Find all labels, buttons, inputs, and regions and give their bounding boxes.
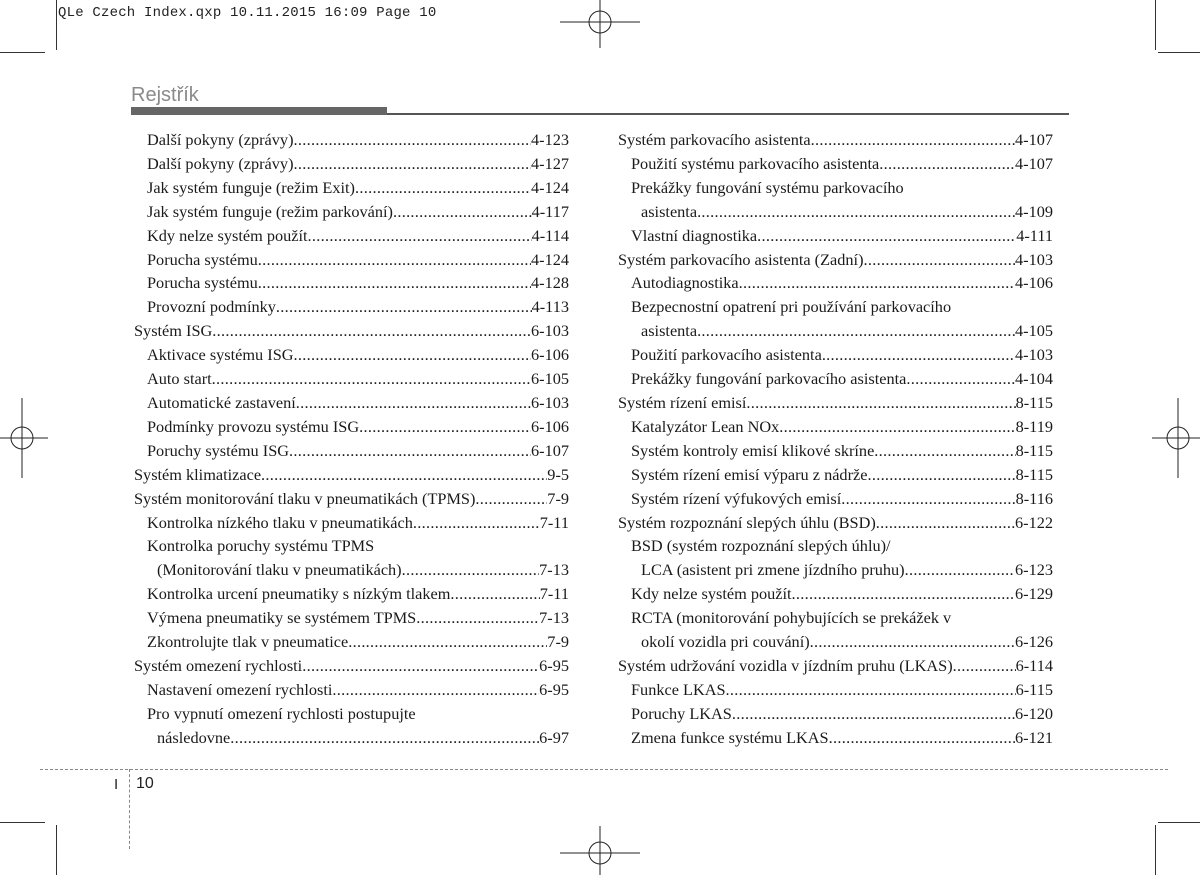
dot-leader <box>822 343 1015 367</box>
index-entry <box>618 367 1053 391</box>
registration-mark-right <box>1152 398 1200 478</box>
index-entry-label: Systém parkovacího asistenta (Zadní) <box>618 249 864 269</box>
dot-leader <box>732 702 1015 726</box>
index-entry <box>618 271 1053 295</box>
index-entry-label: Systém rízení emisí <box>618 392 747 412</box>
index-entry-label: Poruchy systému ISG <box>147 440 290 460</box>
dot-leader <box>697 319 1015 343</box>
index-entry-label: Systém kontroly emisí klikové skríne <box>631 440 875 460</box>
dot-leader <box>258 271 531 295</box>
index-entry <box>134 439 569 463</box>
dot-leader <box>413 511 540 535</box>
index-entry-page: 9-5 <box>547 464 569 484</box>
index-entry-page: 6-107 <box>531 440 569 460</box>
index-entry-label: Zkontrolujte tlak v pneumatice <box>147 632 349 652</box>
index-entry <box>618 558 1053 582</box>
index-entry-page: 6-123 <box>1015 560 1053 580</box>
index-entry-page: 4-114 <box>531 225 569 245</box>
dot-leader <box>258 248 531 272</box>
index-entry <box>618 606 1053 630</box>
index-entry <box>134 678 569 702</box>
index-entry-page: 4-117 <box>531 201 569 221</box>
section-title: Rejstřík <box>131 84 199 106</box>
index-entry <box>618 128 1053 152</box>
index-entry-label: Auto start <box>147 369 212 389</box>
index-entry-page: 4-113 <box>531 297 569 317</box>
index-column-right <box>618 128 1053 750</box>
index-entry-label: Další pokyny (zprávy) <box>147 130 294 149</box>
index-entry-page: 4-103 <box>1015 345 1053 365</box>
index-entry <box>618 176 1053 200</box>
index-entry-label: Provozní podmínky <box>147 297 276 317</box>
index-entry-label: Systém monitorování tlaku v pneumatikách (TPMS) <box>134 488 476 508</box>
dot-leader <box>779 415 1015 439</box>
index-entry-label: Systém udržování vozidla v jízdním pruhu (LKAS) <box>618 655 953 675</box>
index-entry <box>618 152 1053 176</box>
index-entry <box>618 319 1053 343</box>
dot-leader <box>294 152 532 176</box>
index-entry-page: 7-11 <box>539 512 569 532</box>
registration-mark-top <box>560 0 640 48</box>
index-entry-label: Systém rízení výfukových emisí <box>631 488 842 508</box>
dot-leader <box>294 343 532 367</box>
index-entry-page: 6-126 <box>1015 632 1053 652</box>
dot-leader <box>393 200 532 224</box>
index-entry-label: Automatické zastavení <box>147 392 296 412</box>
dot-leader <box>289 439 531 463</box>
index-entry-page: 4-107 <box>1015 153 1053 173</box>
index-entry <box>618 439 1053 463</box>
index-entry-page: 6-105 <box>531 369 569 389</box>
index-entry-label: Pro vypnutí omezení rychlosti postupujte <box>147 703 416 723</box>
index-entry-page: 4-123 <box>531 130 569 149</box>
dot-leader <box>697 200 1015 224</box>
dot-leader <box>402 558 540 582</box>
dot-leader <box>876 511 1015 535</box>
dot-leader <box>867 463 1015 487</box>
index-entry <box>618 200 1053 224</box>
dot-leader <box>359 415 531 439</box>
index-entry-page: 4-124 <box>531 177 569 197</box>
title-rule-accent <box>131 107 387 115</box>
footer-section-letter: I <box>114 776 119 793</box>
index-entry <box>618 511 1053 535</box>
dot-leader <box>355 176 531 200</box>
index-entry-page: 6-120 <box>1015 703 1053 723</box>
index-entry <box>134 367 569 391</box>
dot-leader <box>302 654 539 678</box>
index-entry <box>134 582 569 606</box>
index-entry-label: Autodiagnostika <box>631 273 739 293</box>
dot-leader <box>739 271 1015 295</box>
dot-leader <box>829 726 1015 750</box>
index-entry <box>134 391 569 415</box>
index-entry-page: 8-115 <box>1015 464 1053 484</box>
dot-leader <box>879 152 1015 176</box>
print-slug: QLe Czech Index.qxp 10.11.2015 16:09 Page 10 <box>58 5 437 21</box>
index-entry-label: Prekážky fungování parkovacího asistenta <box>631 369 907 389</box>
index-entry <box>134 654 569 678</box>
index-entry <box>134 128 569 152</box>
index-entry-page: 6-106 <box>531 416 569 436</box>
index-entry-label: Prekážky fungování systému parkovacího <box>631 177 904 197</box>
index-entry-label: Porucha systému <box>147 249 258 269</box>
index-entry-label: následovne <box>157 727 231 747</box>
index-entry-label: Kontrolka urcení pneumatiky s nízkým tlakem <box>147 584 451 604</box>
index-entry <box>134 463 569 487</box>
index-entry-label: asistenta <box>641 201 698 221</box>
dot-leader <box>792 582 1016 606</box>
dot-leader <box>864 248 1016 272</box>
index-entry-page: 6-115 <box>1015 679 1053 699</box>
index-entry-page: 6-122 <box>1015 512 1053 532</box>
index-entry <box>618 343 1053 367</box>
index-entry-label: Zmena funkce systému LKAS <box>631 727 829 747</box>
index-entry-label: asistenta <box>641 321 698 341</box>
index-entry <box>134 152 569 176</box>
dot-leader <box>416 606 539 630</box>
index-entry <box>134 558 569 582</box>
index-entry-page: 6-103 <box>531 392 569 412</box>
index-entry-label: Systém rozpoznání slepých úhlu (BSD) <box>618 512 876 532</box>
index-entry-label: Další pokyny (zprávy) <box>147 153 294 173</box>
index-entry <box>618 295 1053 319</box>
index-entry-label: Porucha systému <box>147 273 258 293</box>
dot-leader <box>726 678 1016 702</box>
index-entry-page: 6-129 <box>1015 584 1053 604</box>
index-entry-page: 7-11 <box>539 584 569 604</box>
index-entry <box>134 606 569 630</box>
index-entry <box>134 200 569 224</box>
index-entry <box>134 630 569 654</box>
dot-leader <box>294 128 532 152</box>
index-entry-label: Katalyzátor Lean NOx <box>631 416 780 436</box>
index-entry-page: 6-106 <box>531 345 569 365</box>
index-entry-label: Kontrolka poruchy systému TPMS <box>147 536 375 556</box>
dot-leader <box>308 224 532 248</box>
index-entry <box>618 248 1053 272</box>
index-entry-page: 8-115 <box>1015 392 1053 412</box>
index-entry <box>618 630 1053 654</box>
index-entry-page: 6-95 <box>539 679 569 699</box>
index-entry-label: Systém parkovacího asistenta <box>618 130 811 149</box>
index-column-left <box>134 128 569 750</box>
index-entry <box>618 726 1053 750</box>
dot-leader <box>906 367 1015 391</box>
index-entry <box>134 726 569 750</box>
dot-leader <box>332 678 539 702</box>
index-entry-page: 4-127 <box>531 153 569 173</box>
index-entry <box>134 248 569 272</box>
index-entry-label: Podmínky provozu systému ISG <box>147 416 360 436</box>
index-entry <box>618 391 1053 415</box>
index-entry-label: Nastavení omezení rychlosti <box>147 679 333 699</box>
index-entry-label: Kdy nelze systém použít <box>631 584 792 604</box>
dot-leader <box>905 558 1015 582</box>
dot-leader <box>810 630 1015 654</box>
dot-leader <box>746 391 1015 415</box>
index-entry-page: 4-111 <box>1016 225 1053 245</box>
dot-leader <box>230 726 539 750</box>
index-entry-label: Funkce LKAS <box>631 679 726 699</box>
index-entry-label: Bezpecnostní opatrení pri používání parkovacího <box>631 297 952 317</box>
dot-leader <box>841 487 1015 511</box>
index-entry <box>618 487 1053 511</box>
index-entry <box>618 702 1053 726</box>
index-entry-page: 8-115 <box>1015 440 1053 460</box>
index-entry-page: 7-9 <box>547 632 569 652</box>
index-entry-label: Jak systém funguje (režim Exit) <box>147 177 355 197</box>
index-entry-label: Systém ISG <box>134 321 213 341</box>
dot-leader <box>874 439 1015 463</box>
registration-mark-bottom <box>560 826 640 875</box>
dot-leader <box>811 128 1015 152</box>
index-entry-page: 4-107 <box>1015 130 1053 149</box>
dot-leader <box>475 487 547 511</box>
index-entry-label: Poruchy LKAS <box>631 703 732 723</box>
index-entry-label: RCTA (monitorování pohybujících se prekážek v <box>631 608 952 628</box>
index-entry-page: 7-13 <box>539 560 569 580</box>
index-entry-label: Použití parkovacího asistenta <box>631 345 822 365</box>
index-entry-page: 4-128 <box>531 273 569 293</box>
index-entry-label: Kontrolka nízkého tlaku v pneumatikách <box>147 512 413 532</box>
index-entry <box>618 463 1053 487</box>
index-entry <box>134 319 569 343</box>
index-entry-label: Aktivace systému ISG <box>147 345 294 365</box>
registration-mark-left <box>0 398 48 478</box>
index-entry <box>618 582 1053 606</box>
index-entry-page: 7-9 <box>547 488 569 508</box>
index-entry <box>618 654 1053 678</box>
index-entry-page: 6-97 <box>539 727 569 747</box>
index-entry-page: 4-109 <box>1015 201 1053 221</box>
index-entry-label: Systém omezení rychlosti <box>134 655 303 675</box>
index-entry-page: 4-103 <box>1015 249 1053 269</box>
index-entry-page: 6-95 <box>539 655 569 675</box>
index-entry-page: 6-121 <box>1015 727 1053 747</box>
index-entry-label: Systém rízení emisí výparu z nádrže <box>631 464 868 484</box>
index-entry <box>134 343 569 367</box>
index-entry-label: Jak systém funguje (režim parkování) <box>147 201 393 221</box>
dot-leader <box>212 319 531 343</box>
index-entry-label: Výmena pneumatiky se systémem TPMS <box>147 608 417 628</box>
dot-leader <box>348 630 547 654</box>
index-entry-label: LCA (asistent pri zmene jízdního pruhu) <box>641 560 905 580</box>
dot-leader <box>296 391 531 415</box>
index-entry-page: 6-103 <box>531 321 569 341</box>
index-entry <box>134 702 569 726</box>
index-entry <box>134 511 569 535</box>
footer-rule <box>40 769 1168 770</box>
index-entry <box>134 271 569 295</box>
dot-leader <box>953 654 1016 678</box>
index-entry-page: 4-104 <box>1015 369 1053 389</box>
index-entry-page: 4-105 <box>1015 321 1053 341</box>
dot-leader <box>212 367 531 391</box>
index-entry-page: 8-119 <box>1015 416 1053 436</box>
index-entry-label: okolí vozidla pri couvání) <box>641 632 810 652</box>
dot-leader <box>450 582 539 606</box>
index-entry-label: (Monitorování tlaku v pneumatikách) <box>157 560 402 580</box>
page-number: 10 <box>136 775 154 792</box>
index-entry-label: BSD (systém rozpoznání slepých úhlu)/ <box>631 536 891 556</box>
index-entry <box>618 678 1053 702</box>
index-entry-label: Použití systému parkovacího asistenta <box>631 153 880 173</box>
index-entry-label: Kdy nelze systém použít <box>147 225 308 245</box>
index-entry <box>134 176 569 200</box>
index-entry <box>134 534 569 558</box>
index-entry <box>618 415 1053 439</box>
index-entry <box>134 295 569 319</box>
index-entry-page: 7-13 <box>539 608 569 628</box>
index-entry-page: 4-124 <box>531 249 569 269</box>
index-entry <box>618 224 1053 248</box>
dot-leader <box>261 463 547 487</box>
dot-leader <box>276 295 532 319</box>
index-entry <box>618 534 1053 558</box>
index-entry-label: Systém klimatizace <box>134 464 262 484</box>
index-entry-page: 8-116 <box>1015 488 1053 508</box>
index-entry <box>134 224 569 248</box>
index-entry <box>134 487 569 511</box>
dot-leader <box>757 224 1016 248</box>
index-entry <box>134 415 569 439</box>
index-entry-page: 4-106 <box>1015 273 1053 293</box>
index-entry-label: Vlastní diagnostika <box>631 225 758 245</box>
index-entry-page: 6-114 <box>1015 655 1053 675</box>
footer-divider <box>129 769 130 849</box>
